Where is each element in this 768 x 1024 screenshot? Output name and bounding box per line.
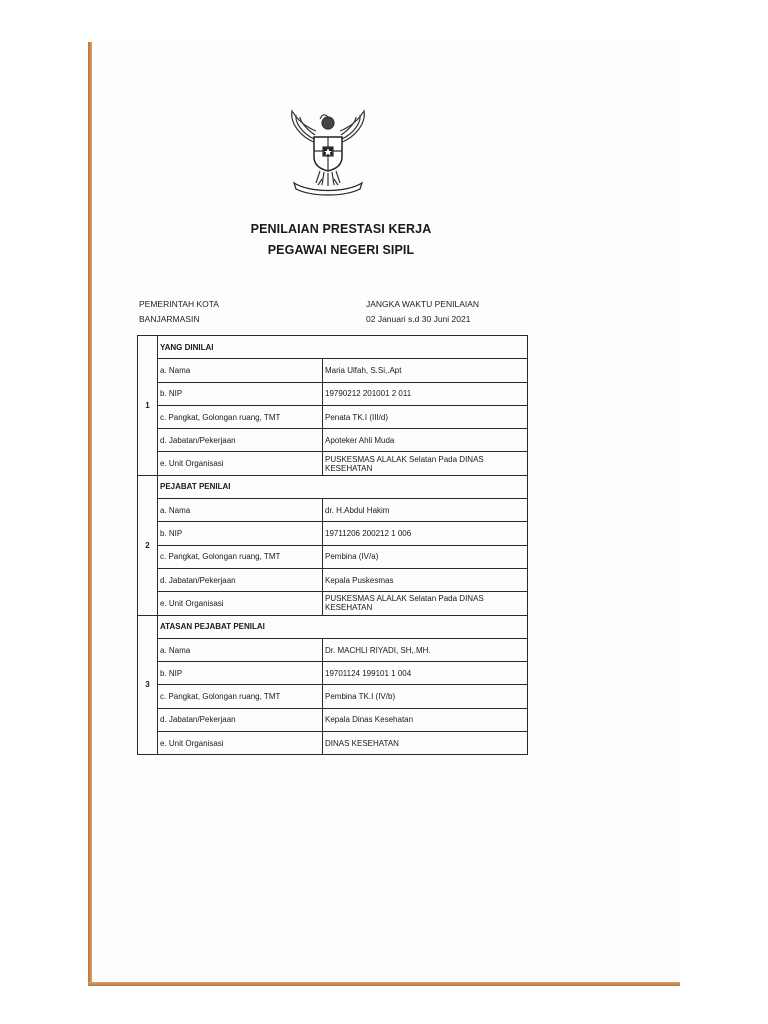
field-value: Kepala Puskesmas bbox=[323, 568, 528, 591]
field-label: e. Unit Organisasi bbox=[158, 592, 323, 615]
table-row bbox=[138, 708, 528, 731]
field-value: 19711206 200212 1 006 bbox=[323, 522, 528, 545]
issuer-line2: BANJARMASIN bbox=[139, 314, 200, 324]
section-number: 2 bbox=[138, 475, 158, 615]
field-value: PUSKESMAS ALALAK Selatan Pada DINAS KESEHATAN bbox=[323, 452, 528, 475]
field-value: PUSKESMAS ALALAK Selatan Pada DINAS KESEHATAN bbox=[323, 592, 528, 615]
field-label: a. Nama bbox=[158, 638, 323, 661]
table-row bbox=[138, 429, 528, 452]
field-value: Maria Ulfah, S.Si,.Apt bbox=[323, 359, 528, 382]
field-value: Pembina (IV/a) bbox=[323, 545, 528, 568]
section-title: YANG DINILAI bbox=[158, 336, 528, 359]
table-row bbox=[138, 382, 528, 405]
table-row bbox=[138, 662, 528, 685]
field-label: c. Pangkat, Golongan ruang, TMT bbox=[158, 545, 323, 568]
period-label: JANGKA WAKTU PENILAIAN bbox=[366, 299, 480, 309]
field-label: c. Pangkat, Golongan ruang, TMT bbox=[158, 685, 323, 708]
field-label: a. Nama bbox=[158, 499, 323, 522]
table-row bbox=[138, 405, 528, 428]
field-value: 19701124 199101 1 004 bbox=[323, 662, 528, 685]
field-value: dr. H.Abdul Hakim bbox=[323, 499, 528, 522]
table-row bbox=[138, 452, 528, 475]
field-value: Dr. MACHLI RIYADI, SH,.MH. bbox=[323, 638, 528, 661]
section-title: PEJABAT PENILAI bbox=[158, 475, 528, 498]
field-value: Pembina TK.I (IV/b) bbox=[323, 685, 528, 708]
field-label: a. Nama bbox=[158, 359, 323, 382]
field-label: b. NIP bbox=[158, 662, 323, 685]
document-title-line1: PENILAIAN PRESTASI KERJA bbox=[250, 222, 432, 236]
table-row bbox=[138, 545, 528, 568]
garuda-emblem-icon bbox=[280, 103, 376, 197]
table-row bbox=[138, 592, 528, 615]
appraisal-table bbox=[137, 335, 528, 755]
paper-edge-bottom bbox=[88, 982, 680, 986]
document-title-line2: PEGAWAI NEGERI SIPIL bbox=[267, 243, 415, 257]
section-header bbox=[138, 615, 528, 638]
table-row bbox=[138, 732, 528, 755]
field-label: e. Unit Organisasi bbox=[158, 452, 323, 475]
table-row bbox=[138, 638, 528, 661]
issuer-line1: PEMERINTAH KOTA bbox=[139, 299, 219, 309]
section-header bbox=[138, 336, 528, 359]
field-label: d. Jabatan/Pekerjaan bbox=[158, 429, 323, 452]
field-label: c. Pangkat, Golongan ruang, TMT bbox=[158, 405, 323, 428]
table-row bbox=[138, 568, 528, 591]
table-row bbox=[138, 499, 528, 522]
field-label: d. Jabatan/Pekerjaan bbox=[158, 708, 323, 731]
section-header bbox=[138, 475, 528, 498]
section-number: 3 bbox=[138, 615, 158, 755]
field-value: 19790212 201001 2 011 bbox=[323, 382, 528, 405]
table-row bbox=[138, 359, 528, 382]
field-value: Kepala Dinas Kesehatan bbox=[323, 708, 528, 731]
field-label: e. Unit Organisasi bbox=[158, 732, 323, 755]
field-label: b. NIP bbox=[158, 522, 323, 545]
table-row bbox=[138, 685, 528, 708]
field-label: d. Jabatan/Pekerjaan bbox=[158, 568, 323, 591]
field-label: b. NIP bbox=[158, 382, 323, 405]
issuer-block bbox=[139, 297, 219, 327]
table-row bbox=[138, 522, 528, 545]
period-value: 02 Januari s.d 30 Juni 2021 bbox=[366, 314, 471, 324]
section-number: 1 bbox=[138, 336, 158, 476]
section-title: ATASAN PEJABAT PENILAI bbox=[158, 615, 528, 638]
field-value: Apoteker Ahli Muda bbox=[323, 429, 528, 452]
period-block bbox=[366, 297, 479, 327]
field-value: Penata TK.I (III/d) bbox=[323, 405, 528, 428]
field-value: DINAS KESEHATAN bbox=[323, 732, 528, 755]
